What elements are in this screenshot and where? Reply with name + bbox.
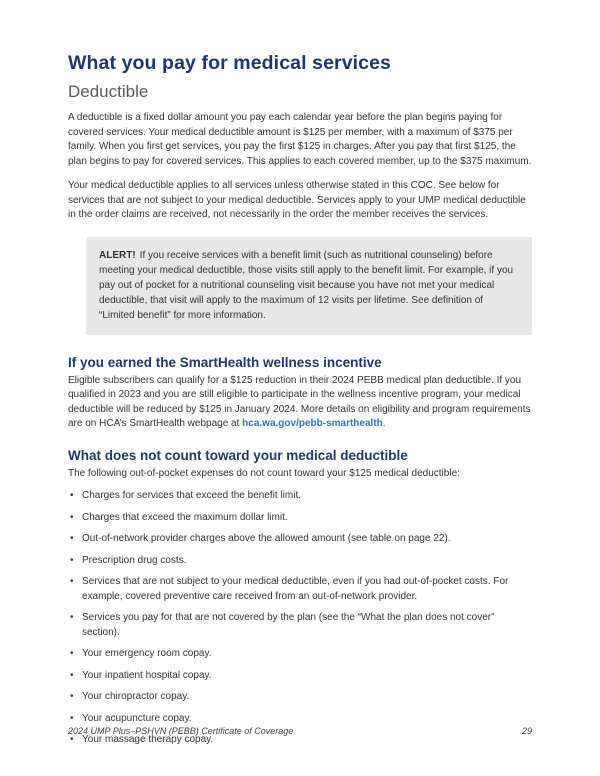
list-item: • Your chiropractor copay. <box>68 690 532 705</box>
list-item: • Services that are not subject to your medical deductible, even if you had out-of-pocket costs. For example, covered preventive care received from an out-of-network provider. <box>68 575 532 604</box>
list-item: • Your emergency room copay. <box>68 647 532 662</box>
alert-box <box>86 237 532 335</box>
list-item: • Your inpatient hospital copay. <box>68 669 532 684</box>
alert-text: If you receive services with a benefit limit (such as nutritional counseling) before meeting your medical deductible, those visits still apply to the benefit limit. For example, if you pay out of pocket for a nutritional counseling visit because you have not met your medical deductible, that visit will apply to the maximum of 12 visits per lifetime. See definition of “Limited benefit” for more information. <box>99 249 514 321</box>
list-item: • Out-of-network provider charges above the allowed amount (see table on page 22). <box>68 532 532 547</box>
paragraph-not-count-intro: The following out-of-pocket expenses do not count toward your $125 medical deductible: <box>68 467 460 479</box>
page-number: 29 <box>521 726 532 736</box>
smarthealth-text-post: . <box>382 418 386 429</box>
list-item: • Your acupuncture copay. <box>68 712 532 727</box>
list-item: • Prescription drug costs. <box>68 554 532 569</box>
alert-label: ALERT! <box>99 249 136 261</box>
footer-document-title: 2024 UMP Plus–PSHVN (PEBB) Certificate of Coverage <box>68 726 294 736</box>
page-title: What you pay for medical services <box>68 52 392 74</box>
heading-smarthealth-incentive: If you earned the SmartHealth wellness incentive <box>68 354 382 370</box>
footer <box>68 726 532 736</box>
smarthealth-text-pre: Eligible subscribers can qualify for a $125 reduction in their 2024 PEBB medical plan deductible. If you qualified in 2023 and you are still eligible to participate in the wellness incentive program, your medical deductible will be reduced by $125 in January 2024. More details on eligibility and program requirements are on HCA’s SmartHealth webpage at <box>68 374 531 429</box>
list-item: • Services you pay for that are not covered by the plan (see the “What the plan does not cover” section). <box>68 611 532 640</box>
bullet-list <box>68 489 532 748</box>
paragraph-smarthealth <box>68 374 532 432</box>
section-subtitle-deductible: Deductible <box>68 82 149 101</box>
paragraph-deductible-2: Your medical deductible applies to all services unless otherwise stated in this COC. See below for services that are not subject to your medical deductible. Services apply to your UMP medical deductible in the order claims are received, not necessarily in the order the member receives the services. <box>68 180 526 220</box>
smarthealth-link[interactable]: hca.wa.gov/pebb-smarthealth <box>242 418 383 429</box>
list-item: • Charges that exceed the maximum dollar limit. <box>68 511 532 526</box>
list-item: • Charges for services that exceed the benefit limit. <box>68 489 532 504</box>
heading-not-count-deductible: What does not count toward your medical deductible <box>68 447 408 463</box>
paragraph-deductible-1: A deductible is a fixed dollar amount you pay each calendar year before the plan begins paying for covered services. Your medical deductible amount is $125 per member, with a maximum of $375 per family. When you first get services, you pay the first $125 in charges. After you pay that first $125, the plan begins to pay for covered services. This applies to each covered member, up to the $375 maximum. <box>68 112 532 167</box>
list-item: • Your massage therapy copay. <box>68 733 532 748</box>
